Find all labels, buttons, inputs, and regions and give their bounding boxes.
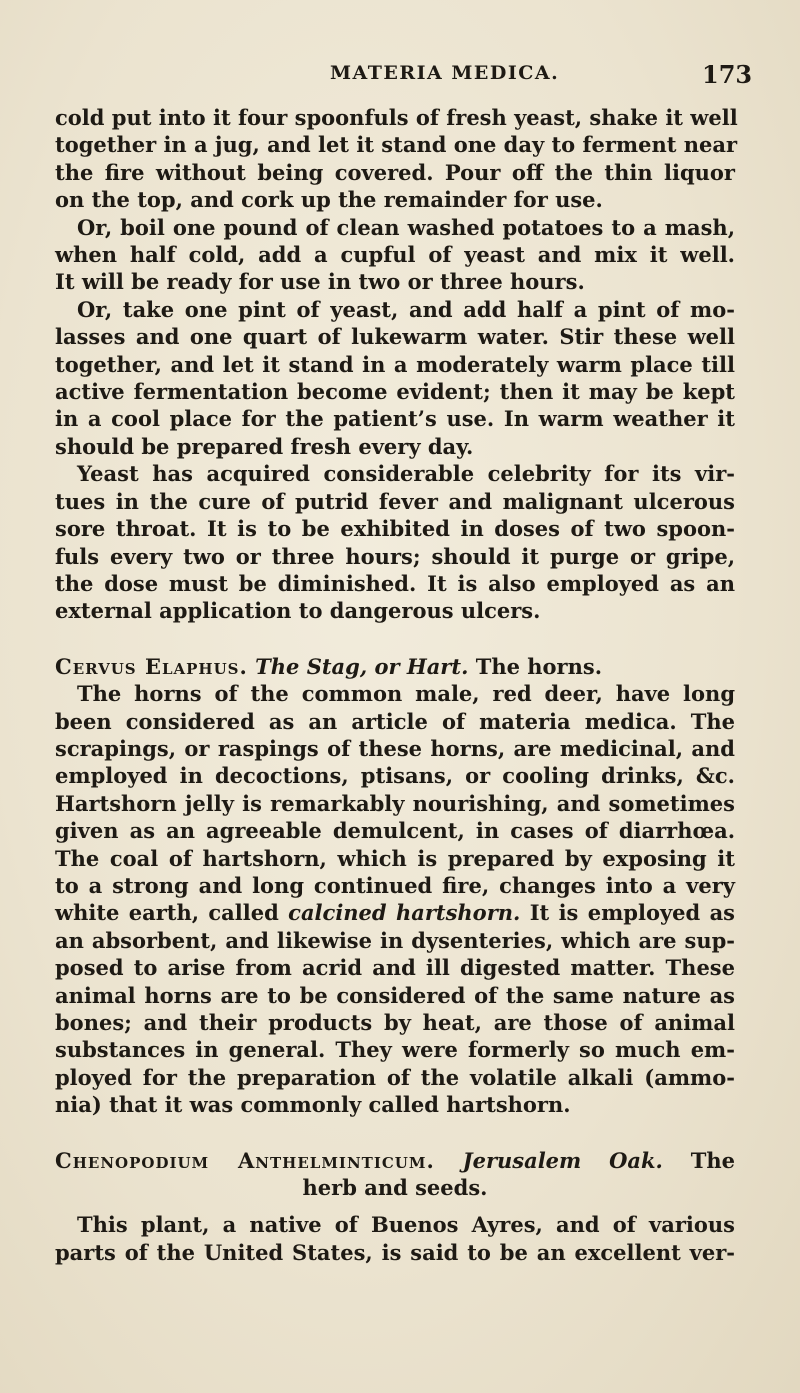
- text-line: when half cold, add a cupful of yeast and mix it well.: [55, 242, 735, 268]
- text-line: active fermentation become evident; then it may be kept: [55, 379, 735, 405]
- text-line: substances in general. They were formerly so much em-: [55, 1037, 735, 1063]
- running-header: [0, 60, 800, 90]
- text-line: to a strong and long continued fire, changes into a very: [55, 872, 735, 898]
- text-line: ployed for the preparation of the volatile alkali (ammo-: [55, 1064, 735, 1090]
- entry-part: The horns.: [475, 653, 603, 679]
- entry-common-name: Jerusalem Oak.: [462, 1147, 663, 1173]
- text-line: It will be ready for use in two or three hours.: [55, 269, 585, 295]
- text-line: posed to arise from acrid and ill digested matter. These: [55, 955, 735, 981]
- text-line: sore throat. It is to be exhibited in doses of two spoon-: [55, 516, 735, 542]
- entry-common-name: The Stag, or Hart.: [255, 653, 469, 679]
- entry-name: Cervus Elaphus.: [55, 653, 248, 679]
- text-line: on the top, and cork up the remainder for use.: [55, 187, 603, 213]
- text-line: This plant, a native of Buenos Ayres, and of various: [77, 1212, 735, 1238]
- entry-part-continued: herb and seeds.: [302, 1175, 488, 1201]
- entry-part: The: [690, 1147, 735, 1173]
- text-fragment: white earth, called: [55, 900, 289, 926]
- italic-term: calcined hartshorn.: [288, 900, 521, 926]
- text-line: Hartshorn jelly is remarkably nourishing, and sometimes: [55, 790, 735, 816]
- text-line: tues in the cure of putrid fever and malignant ulcerous: [55, 488, 735, 514]
- text-line: lasses and one quart of lukewarm water. Stir these well: [55, 324, 735, 350]
- entry-heading-chenopodium: [55, 1147, 735, 1174]
- text-line: The coal of hartshorn, which is prepared by exposing it: [55, 845, 735, 871]
- header-title: MATERIA MEDICA.: [330, 62, 560, 84]
- entry-heading-cervus: [55, 653, 735, 680]
- text-line: parts of the United States, is said to be an excellent ver-: [55, 1239, 735, 1265]
- text-line: [55, 899, 735, 926]
- text-line: employed in decoctions, ptisans, or cooling drinks, &c.: [55, 763, 735, 789]
- text-line: should be prepared fresh every day.: [55, 433, 474, 459]
- page-number: 173: [702, 60, 753, 89]
- text-fragment: It is employed as: [520, 900, 736, 926]
- body-text: [55, 104, 738, 1266]
- text-line: an absorbent, and likewise in dysenteries, which are sup-: [55, 927, 735, 953]
- text-line: bones; and their products by heat, are those of animal: [55, 1010, 735, 1035]
- text-line: together in a jug, and let it stand one day to ferment near: [55, 132, 738, 158]
- text-line: cold put into it four spoonfuls of fresh yeast, shake it well: [55, 105, 738, 130]
- text-line: Or, boil one pound of clean washed potatoes to a mash,: [77, 214, 735, 240]
- text-line: Yeast has acquired considerable celebrity for its vir-: [77, 461, 735, 487]
- text-line: given as an agreeable demulcent, in cases of diarrhœa.: [55, 818, 735, 844]
- text-line: in a cool place for the patient’s use. In warm weather it: [55, 406, 735, 432]
- text-line: the fire without being covered. Pour off the thin liquor: [55, 159, 735, 185]
- text-line: together, and let it stand in a moderately warm place till: [55, 351, 735, 377]
- text-line: the dose must be diminished. It is also employed as an: [55, 570, 735, 596]
- text-line: fuls every two or three hours; should it purge or gripe,: [55, 543, 735, 569]
- text-line: external application to dangerous ulcers.: [55, 598, 541, 624]
- text-line: scrapings, or raspings of these horns, are medicinal, and: [55, 735, 735, 761]
- entry-name: Chenopodium Anthelminticum.: [55, 1147, 435, 1173]
- text-line: nia) that it was commonly called hartshorn.: [55, 1092, 571, 1118]
- text-line: Or, take one pint of yeast, and add half a pint of mo-: [77, 296, 735, 322]
- text-line: animal horns are to be considered of the same nature as: [55, 982, 735, 1008]
- text-line: been considered as an article of materia medica. The: [55, 708, 735, 734]
- text-line: The horns of the common male, red deer, have long: [77, 681, 735, 707]
